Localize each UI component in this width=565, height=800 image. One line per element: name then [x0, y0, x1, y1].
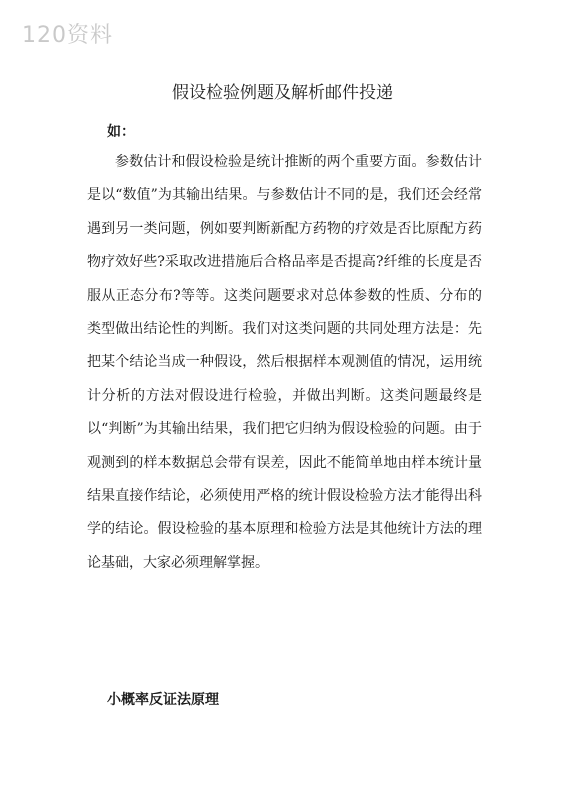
- section-heading: 小概率反证法原理: [107, 692, 219, 708]
- watermark-logo: 120资料: [22, 23, 113, 48]
- body-paragraph: 参数估计和假设检验是统计推断的两个重要方面。参数估计是以“数值”为其输出结果。与参数估计不同的是，我们还会经常遇到另一类问题，例如要判断新配方药物的疗效是否比原配方药物疗效好些?采取改进措施后合格品率是否提高?纤维的长度是否服从正态分布?等等。这类问题要求对总体参数的性质、分布的类型做出结论性的判断。我们对这类问题的共同处理方法是：先把某个结论当成一种假设，然后根据样本观测值的情况，运用统计分析的方法对假设进行检验，并做出判断。这类问题最终是以“判断”为其输出结果，我们把它归纳为假设检验的问题。由于观测到的样本数据总会带有误差，因此不能简单地由样本统计量结果直接作结论，必须使用严格的统计假设检验方法才能得出科学的结论。假设检验的基本原理和检验方法是其他统计方法的理论基础，大家必须理解掌握。: [87, 154, 482, 571]
- page-title: 假设检验例题及解析邮件投递: [172, 83, 393, 103]
- example-label: 如：: [107, 124, 135, 140]
